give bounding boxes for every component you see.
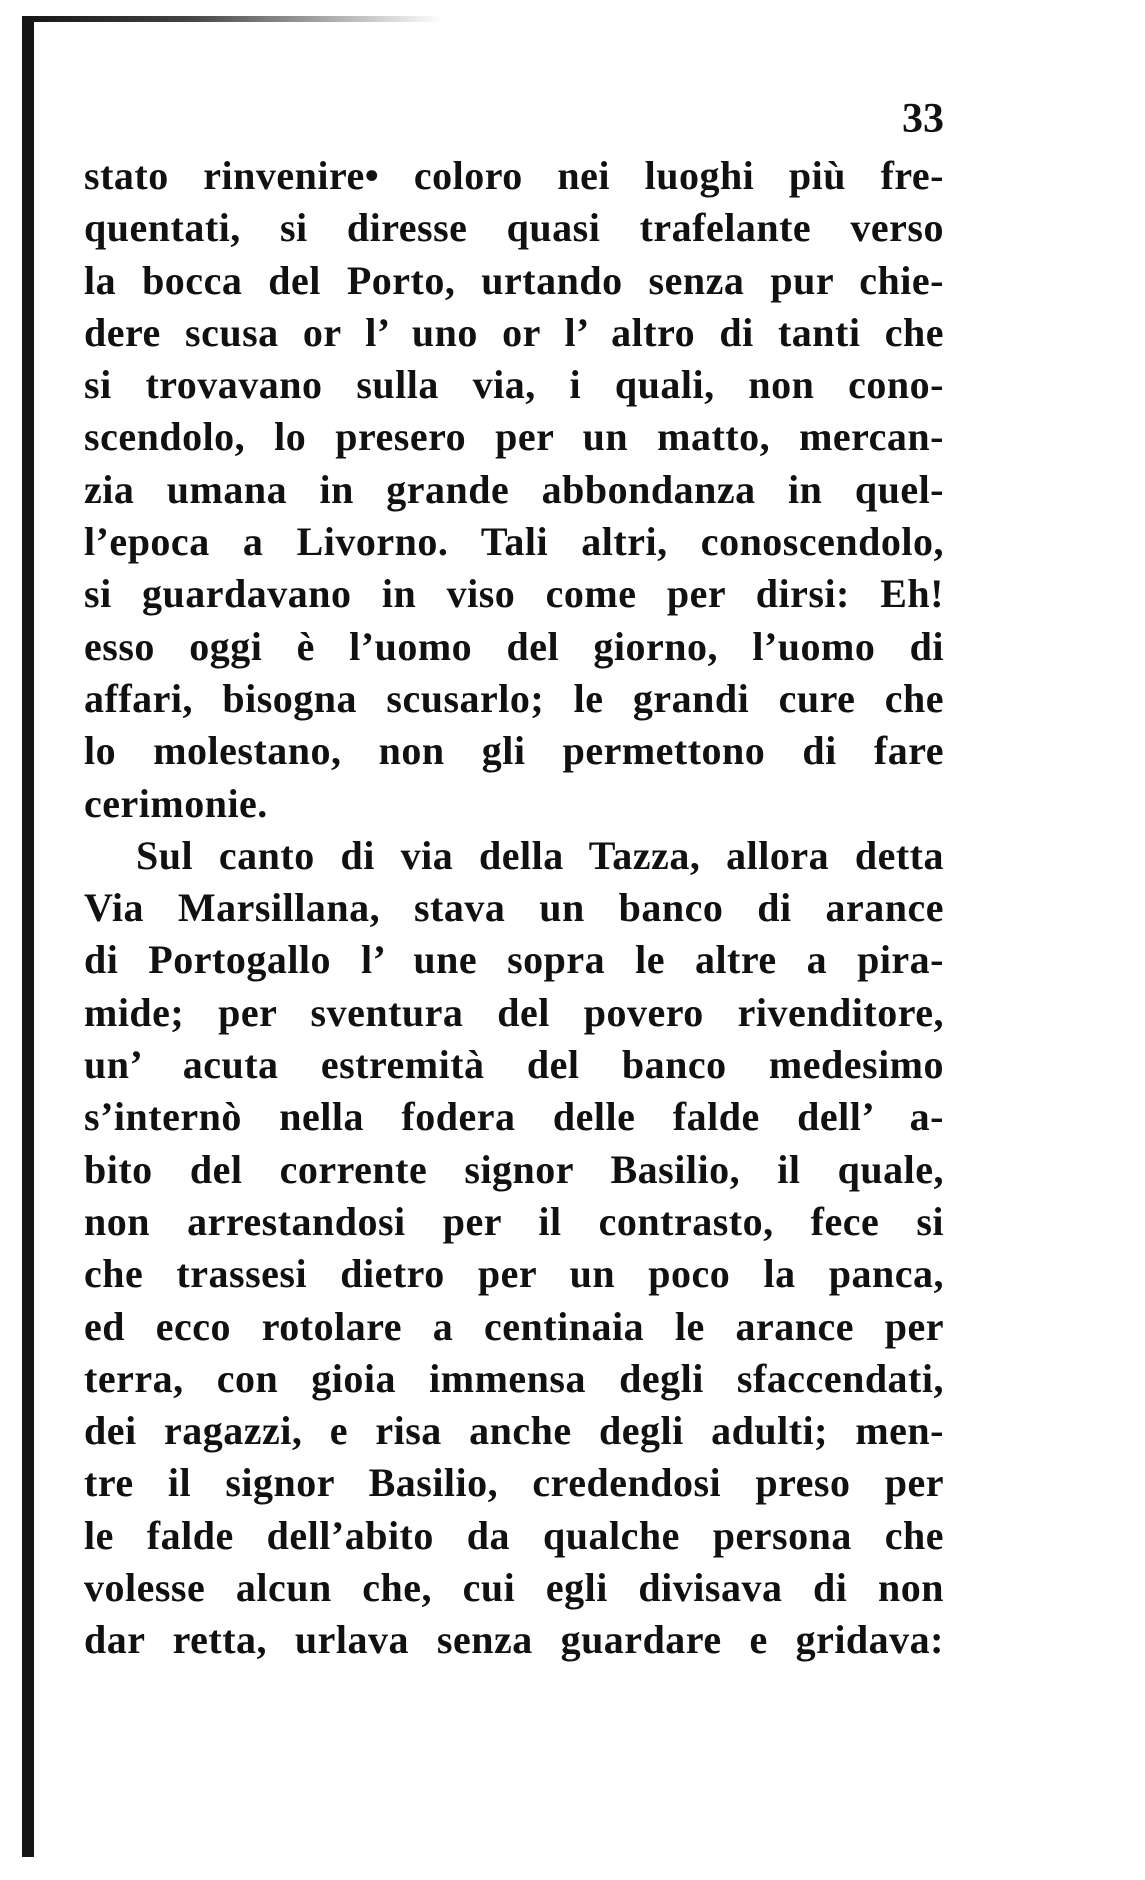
text-line: Sul canto di via della Tazza, allora detta [136, 832, 944, 878]
page-binding-shadow-top [22, 16, 442, 22]
text-line: l’epoca a Livorno. Tali altri, conoscendolo, [84, 519, 944, 565]
text-line: la bocca del Porto, urtando senza pur chie- [84, 257, 944, 303]
text-line: stato rinvenire• coloro nei luoghi più fre- [84, 153, 944, 198]
text-line: cerimonie. [84, 780, 268, 826]
text-line: di Portogallo l’ une sopra le altre a pira- [84, 937, 944, 983]
text-line: esso oggi è l’uomo del giorno, l’uomo di [84, 623, 944, 669]
text-line: dei ragazzi, e risa anche degli adulti; men- [84, 1408, 944, 1454]
text-line: dar retta, urlava senza guardare e gridava: [84, 1617, 944, 1663]
page-number: 33 [902, 96, 944, 142]
text-line: lo molestano, non gli permettono di fare [84, 728, 944, 774]
text-line: ed ecco rotolare a centinaia le arance per [84, 1303, 944, 1349]
text-line: bito del corrente signor Basilio, il quale, [84, 1146, 944, 1192]
text-line: affari, bisogna scusarlo; le grandi cure che [84, 675, 944, 721]
body-text [84, 150, 944, 1667]
page-binding-edge [22, 22, 34, 1857]
text-line: quentati, si diresse quasi trafelante verso [84, 205, 944, 251]
text-line: mide; per sventura del povero rivenditore, [84, 989, 944, 1035]
text-line: che trassesi dietro per un poco la panca, [84, 1251, 944, 1297]
text-line: volesse alcun che, cui egli divisava di non [84, 1565, 944, 1611]
text-line: terra, con gioia immensa degli sfaccendati, [84, 1355, 944, 1401]
text-line: si guardavano in viso come per dirsi: Eh! [84, 571, 944, 617]
text-line: scendolo, lo presero per un matto, mercan- [84, 414, 944, 460]
text-line: non arrestandosi per il contrasto, fece si [84, 1198, 944, 1244]
text-line: tre il signor Basilio, credendosi preso per [84, 1460, 944, 1506]
text-line: un’ acuta estremità del banco medesimo [84, 1042, 944, 1088]
text-line: s’internò nella fodera delle falde dell’ a- [84, 1094, 944, 1140]
text-line: zia umana in grande abbondanza in quel- [84, 466, 944, 512]
text-line: le falde dell’abito da qualche persona che [84, 1512, 944, 1558]
text-line: si trovavano sulla via, i quali, non cono- [84, 362, 944, 408]
text-line: dere scusa or l’ uno or l’ altro di tanti che [84, 309, 944, 355]
text-line: Via Marsillana, stava un banco di arance [84, 885, 944, 931]
